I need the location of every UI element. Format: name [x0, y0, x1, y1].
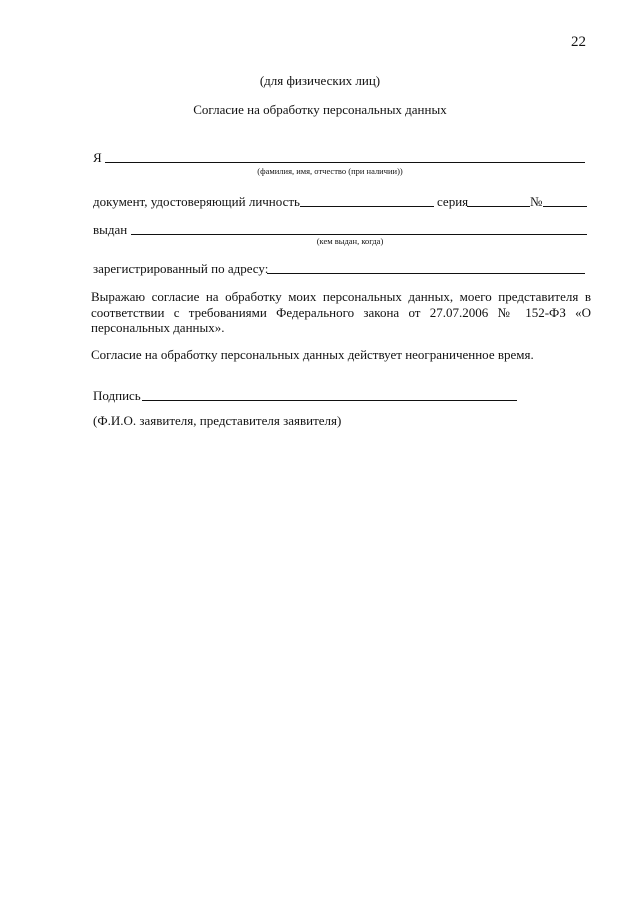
document-label: документ, удостоверяющий личность: [93, 194, 300, 209]
address-label: зарегистрированный по адресу:: [93, 261, 269, 276]
page-number: 22: [571, 34, 586, 50]
consent-paragraph: Выражаю согласие на обработку моих персональных данных, моего представителя в соответствии с требованиями Федерального закона от 27.07.2006 № 152-ФЗ «О персональных данных».: [91, 289, 591, 335]
signature-label: Подпись: [93, 388, 141, 403]
number-label: №: [530, 194, 543, 209]
issued-field[interactable]: [131, 234, 587, 235]
series-field[interactable]: [467, 206, 530, 207]
number-field[interactable]: [543, 206, 587, 207]
issued-hint: (кем выдан, когда): [316, 236, 384, 246]
name-hint: (фамилия, имя, отчество (при наличии)): [257, 166, 403, 176]
address-field[interactable]: [267, 273, 585, 274]
signature-caption: (Ф.И.О. заявителя, представителя заявителя): [93, 413, 342, 428]
name-field[interactable]: [105, 162, 585, 163]
name-label: Я: [93, 150, 102, 165]
form-subtitle: (для физических лиц): [259, 73, 381, 88]
issued-label: выдан: [93, 222, 128, 237]
document-field[interactable]: [300, 206, 434, 207]
series-label: серия: [437, 194, 469, 209]
validity-paragraph: Согласие на обработку персональных данных действует неограниченное время.: [91, 347, 534, 362]
signature-field[interactable]: [142, 400, 517, 401]
form-title: Согласие на обработку персональных данных: [193, 102, 447, 117]
